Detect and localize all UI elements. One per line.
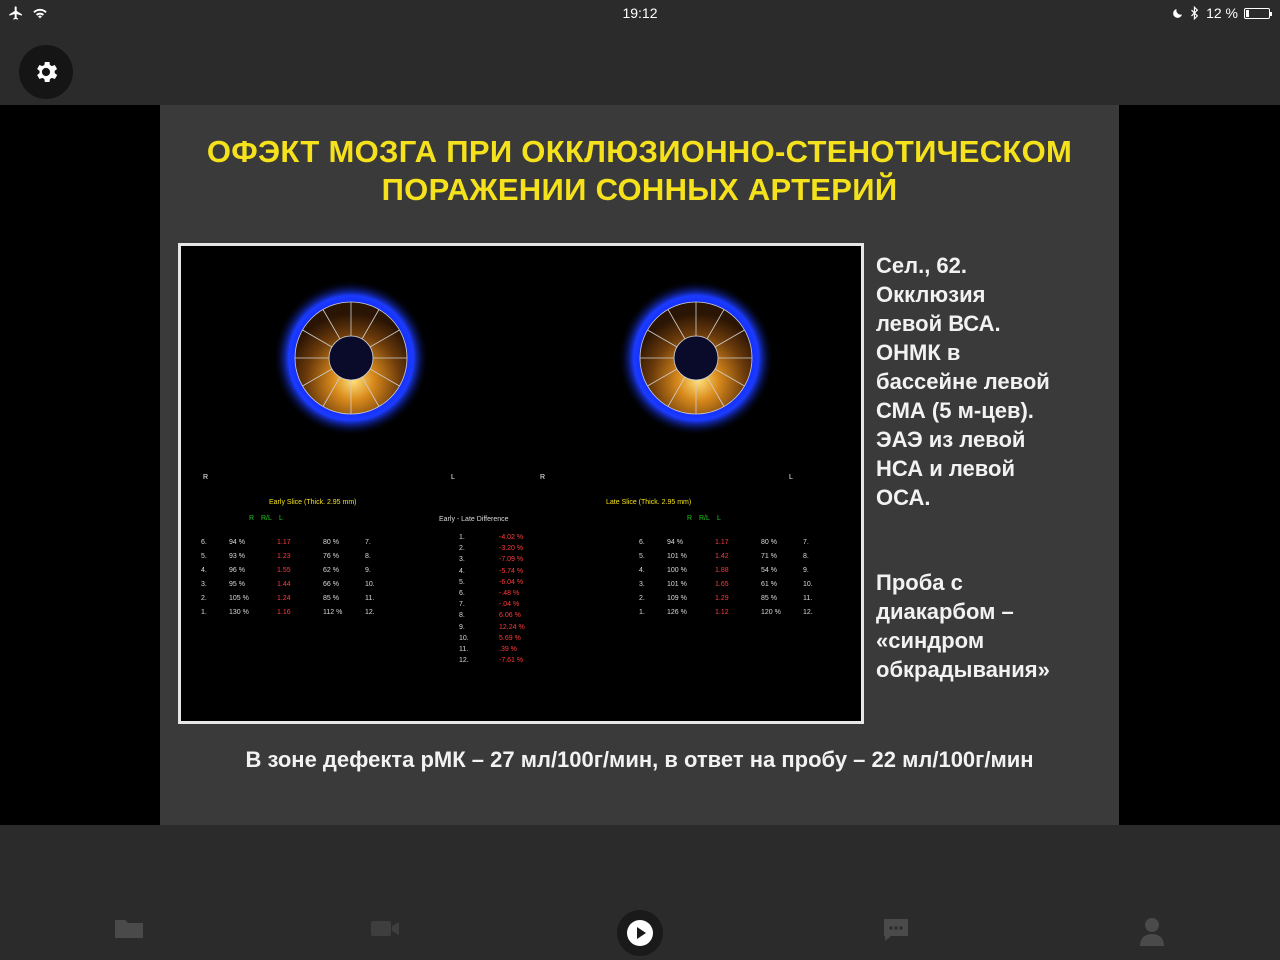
presentation-stage [0, 105, 1280, 825]
early-right-percent: 80 % 76 % 62 % 66 % 85 % 112 % [323, 539, 343, 616]
title-line-2: ПОРАЖЕНИИ СОННЫХ АРТЕРИЙ [381, 172, 898, 207]
marker-l-early: L [451, 474, 455, 481]
legend-l-early: L [279, 515, 283, 522]
legend-r-late: R [687, 515, 693, 522]
early-ratio: 1.17 1.23 1.55 1.44 1.24 1.16 [277, 539, 291, 616]
late-right-percent: 80 % 71 % 54 % 61 % 85 % 120 % [761, 539, 781, 616]
bottom-tab-bar [0, 825, 1280, 960]
legend-rl-early: R/L [261, 515, 272, 522]
legend-rl-late: R/L [699, 515, 710, 522]
status-bar [0, 0, 1280, 28]
difference-values: -4.02 % -3.20 % -7.09 % -5.74 % -6.04 % -.48 % -.04 % 6.06 % 12.24 % 5.69 % .39 % -7.61 % [499, 534, 525, 665]
folder-icon[interactable] [114, 917, 144, 939]
legend-l-late: L [717, 515, 721, 522]
person-icon[interactable] [1139, 917, 1165, 947]
play-button[interactable] [617, 910, 663, 956]
case-description: Сел., 62. Окклюзия левой ВСА. ОНМК в бассейне левой СМА (5 м-цев). ЭАЭ из левой НСА и левой ОСА. [876, 253, 1050, 510]
marker-r-early: R [203, 474, 209, 481]
late-slice-polar-map [606, 268, 786, 448]
legend-r-early: R [249, 515, 255, 522]
late-slice-title: Late Slice (Thick. 2.95 mm) [606, 499, 692, 506]
video-camera-icon[interactable] [370, 917, 400, 939]
late-left-percent: 94 % 101 % 100 % 101 % 109 % 126 % [667, 539, 687, 616]
slide-title [160, 133, 1119, 209]
play-icon [626, 919, 654, 947]
early-slice-polar-map [261, 268, 441, 448]
late-left-index: 6. 5. 4. 3. 2. 1. [639, 539, 645, 616]
early-left-percent: 94 % 93 % 96 % 95 % 105 % 130 % [229, 539, 249, 616]
gear-icon [32, 58, 60, 86]
probe-description: Проба с диакарбом – «синдром обкрадывания» [876, 570, 1050, 682]
early-slice-title: Early Slice (Thick. 2.95 mm) [269, 499, 357, 506]
slide [160, 105, 1119, 825]
chat-icon[interactable] [882, 917, 910, 943]
marker-r-late: R [540, 474, 546, 481]
bluetooth-icon [1190, 6, 1200, 20]
late-ratio: 1.17 1.42 1.88 1.65 1.29 1.12 [715, 539, 729, 616]
status-time: 19:12 [622, 5, 658, 21]
early-left-index: 6. 5. 4. 3. 2. 1. [201, 539, 207, 616]
settings-button[interactable] [19, 45, 73, 99]
marker-l-late: L [789, 474, 793, 481]
top-bar [0, 28, 1280, 105]
status-right [1172, 5, 1270, 21]
moon-icon [1172, 7, 1184, 19]
battery-percent: 12 % [1206, 5, 1238, 21]
spect-scan-image [178, 243, 864, 724]
title-line-1: ОФЭКТ МОЗГА ПРИ ОККЛЮЗИОННО-СТЕНОТИЧЕСКОМ [206, 134, 1073, 169]
difference-index: 1. 2. 3. 4. 5. 6. 7. 8. 9. 10. 11. 12. [459, 534, 469, 665]
difference-title: Early - Late Difference [439, 516, 509, 523]
early-right-index: 7. 8. 9. 10. 11. 12. [365, 539, 375, 616]
slide-footer-text: В зоне дефекта рМК – 27 мл/100г/мин, в ответ на пробу – 22 мл/100г/мин [245, 747, 1034, 772]
battery-icon [1244, 8, 1270, 19]
late-right-index: 7. 8. 9. 10. 11. 12. [803, 539, 813, 616]
